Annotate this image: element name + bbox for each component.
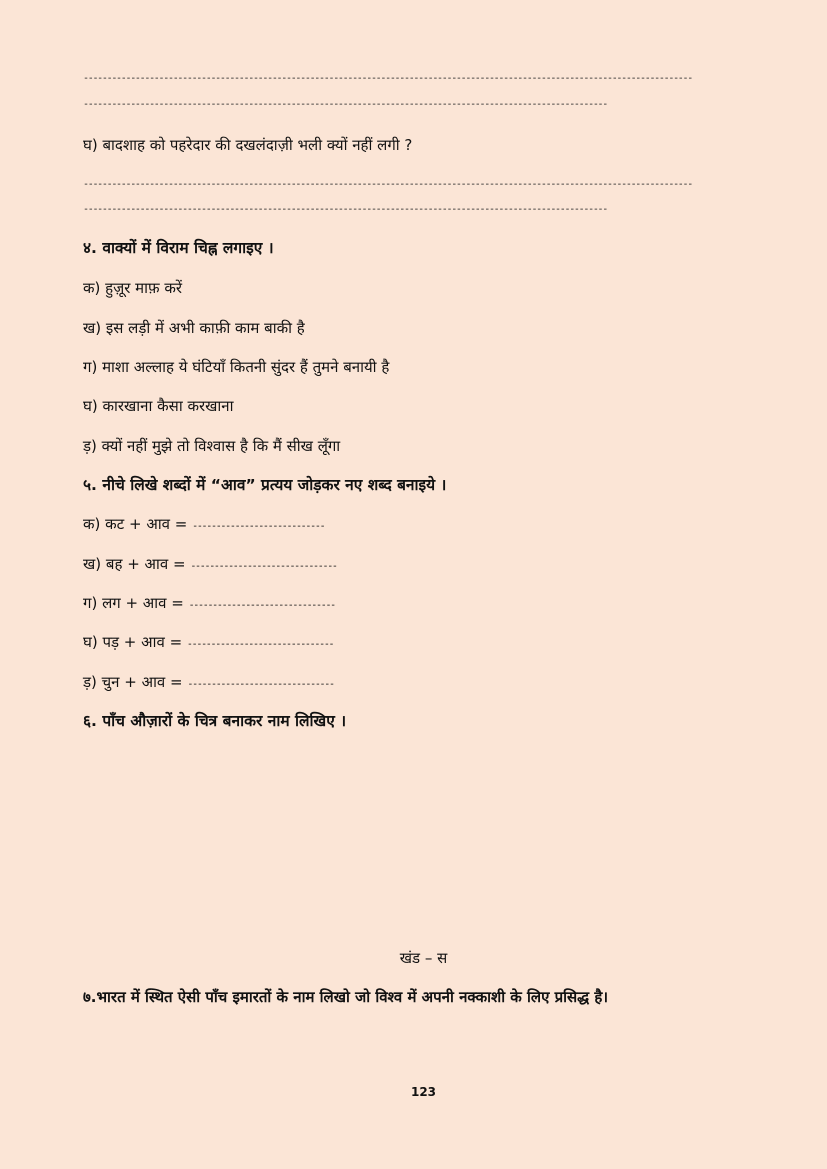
q4-item-da: ड़) क्यों नहीं मुझे तो विश्वास है कि मैं सीख लूँगा xyxy=(83,437,341,455)
question-4-heading: ४. वाक्यों में विराम चिह्न लगाइए । xyxy=(83,239,274,257)
q5-answer-blank: ---------------------------- xyxy=(192,521,325,532)
question-7-heading: ७.भारत में स्थित ऐसी पाँच इमारतों के नाम लिखो जो विश्व में अपनी नक्काशी के लिए प्रसिद्ध है। xyxy=(83,988,609,1006)
q5-answer-blank: ------------------------------- xyxy=(187,679,334,690)
q4-item-ga: ग) माशा अल्लाह ये घंटियाँ कितनी सुंदर हैं तुमने बनायी है xyxy=(83,358,390,376)
section-title: खंड – स xyxy=(399,949,448,967)
q5-item-ka xyxy=(83,514,324,537)
q5-item-ga xyxy=(83,593,335,616)
q5-item-text: ड़) चुन + आव = xyxy=(83,673,188,691)
q5-item-kha xyxy=(83,554,337,577)
answer-line-1: --------------------------------------------------------------------------------------------------------------------------------- xyxy=(83,73,692,84)
q5-item-text: ग) लग + आव = xyxy=(83,594,189,612)
q5-item-da xyxy=(83,672,334,695)
answer-line-3: --------------------------------------------------------------------------------------------------------------------------------- xyxy=(83,179,692,190)
question-5-heading: ५. नीचे लिखे शब्दों में “आव” प्रत्यय जोड़कर नए शब्द बनाइये । xyxy=(83,476,447,494)
question-3-gha: घ) बादशाह को पहरेदार की दखलंदाज़ी भली क्यों नहीं लगी ? xyxy=(83,136,413,154)
q5-answer-blank: ------------------------------- xyxy=(190,561,337,572)
q5-item-text: घ) पड़ + आव = xyxy=(83,633,187,651)
q5-item-text: ख) बह + आव = xyxy=(83,555,191,573)
q4-item-kha: ख) इस लड़ी में अभी काफ़ी काम बाकी है xyxy=(83,319,305,337)
q5-item-text: क) कट + आव = xyxy=(83,515,193,533)
question-6-heading: ६. पाँच औज़ारों के चित्र बनाकर नाम लिखिए । xyxy=(83,712,347,730)
q5-answer-blank: ------------------------------- xyxy=(186,639,334,650)
q4-item-gha: घ) कारखाना कैसा करखाना xyxy=(83,397,234,415)
answer-line-4: --------------------------------------------------------------------------------------------------------------- xyxy=(83,204,607,215)
q5-answer-blank: ------------------------------- xyxy=(188,600,335,611)
page-number: 123 xyxy=(410,1085,437,1099)
answer-line-2: --------------------------------------------------------------------------------------------------------------- xyxy=(83,99,607,110)
q5-item-gha xyxy=(83,632,333,655)
q4-item-ka: क) हुज़ूर माफ़ करें xyxy=(83,279,182,297)
